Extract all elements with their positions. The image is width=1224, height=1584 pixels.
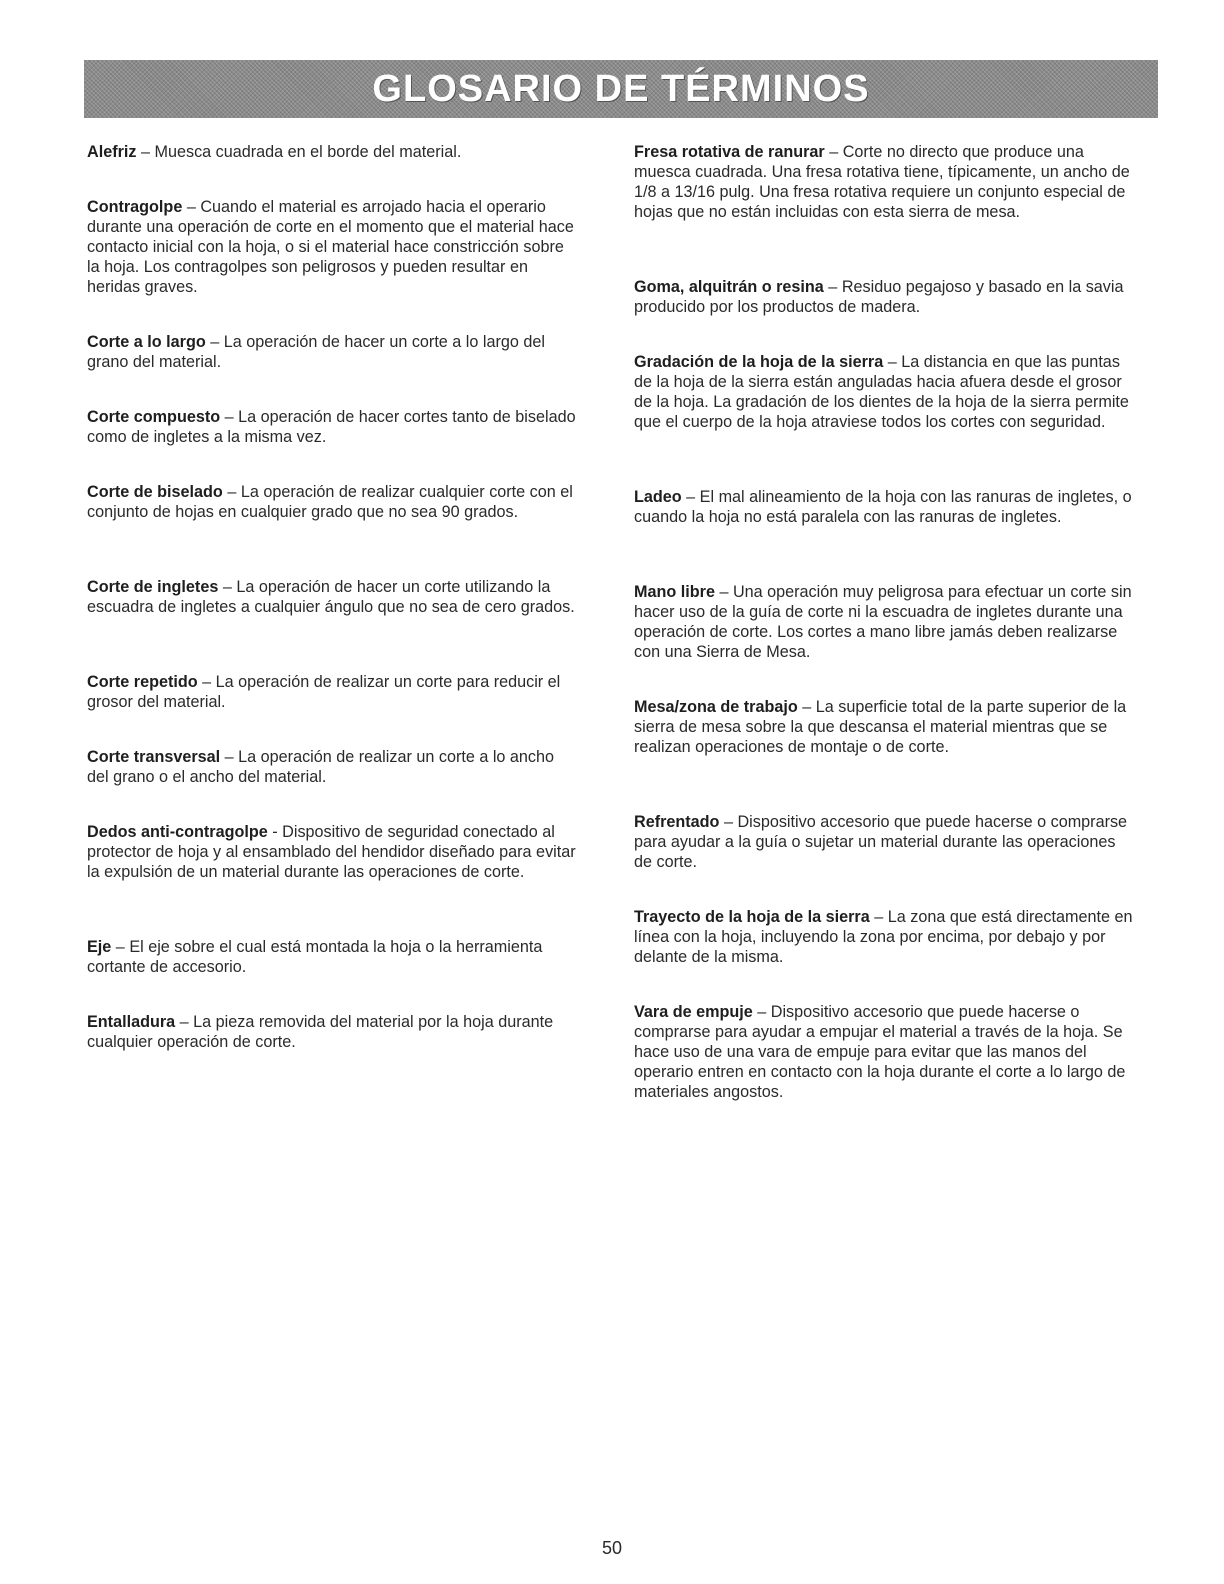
- glossary-definition: La zona que está directamente en línea con la hoja, incluyendo la zona por encima, por debajo y por delante de la misma.: [634, 908, 1133, 966]
- glossary-term: Mano libre: [634, 583, 715, 601]
- glossary-separator: –: [111, 938, 130, 956]
- glossary-entry-trayecto-hoja: [634, 907, 1134, 967]
- glossary-separator: –: [797, 698, 816, 716]
- glossary-separator: –: [205, 333, 224, 351]
- glossary-definition: Dispositivo de seguridad conectado al protector de hoja y al ensamblado del hendidor diseñado para evitar la expulsión de un material durante las operaciones de corte.: [87, 823, 576, 881]
- glossary-entry-entalladura: [87, 1012, 577, 1052]
- glossary-definition: Muesca cuadrada en el borde del material.: [154, 143, 462, 161]
- glossary-term: Trayecto de la hoja de la sierra: [634, 908, 870, 926]
- glossary-definition: La operación de hacer un corte utilizando la escuadra de ingletes a cualquier ángulo que no sea de cero grados.: [87, 578, 575, 616]
- page-number: 50: [601, 1538, 623, 1558]
- glossary-term: Eje: [87, 938, 112, 956]
- glossary-term: Corte compuesto: [87, 408, 221, 426]
- glossary-separator: –: [681, 488, 700, 506]
- glossary-term: Corte transversal: [87, 748, 221, 766]
- glossary-separator: –: [182, 198, 201, 216]
- glossary-entry-refrentado: [634, 812, 1134, 872]
- glossary-entry-ladeo: [634, 487, 1134, 527]
- glossary-definition: El eje sobre el cual está montada la hoja o la herramienta cortante de accesorio.: [87, 938, 543, 976]
- glossary-separator: –: [218, 578, 237, 596]
- glossary-term: Entalladura: [87, 1013, 176, 1031]
- glossary-term: Ladeo: [634, 488, 682, 506]
- glossary-title-banner: [84, 60, 1158, 118]
- glossary-entry-corte-repetido: [87, 672, 577, 712]
- glossary-term: Gradación de la hoja de la sierra: [634, 353, 884, 371]
- glossary-separator: –: [823, 278, 842, 296]
- glossary-entry-vara-de-empuje: [634, 1002, 1134, 1102]
- glossary-term: Dedos anti-contragolpe: [87, 823, 268, 841]
- glossary-entry-goma-alquitran-resina: [634, 277, 1134, 317]
- page-title: GLOSARIO DE TÉRMINOS: [372, 67, 870, 110]
- glossary-term: Corte de biselado: [87, 483, 223, 501]
- glossary-entry-corte-de-ingletes: [87, 577, 577, 617]
- glossary-term: Vara de empuje: [634, 1003, 753, 1021]
- glossary-definition: La operación de realizar un corte para reducir el grosor del material.: [87, 673, 561, 711]
- glossary-definition: La superficie total de la parte superior de la sierra de mesa sobre la que descansa el material mientras que se realizan operaciones de montaje o de corte.: [634, 698, 1127, 756]
- glossary-term: Corte a lo largo: [87, 333, 206, 351]
- glossary-term: Mesa/zona de trabajo: [634, 698, 798, 716]
- glossary-definition: Una operación muy peligrosa para efectuar un corte sin hacer uso de la guía de corte ni la escuadra de ingletes durante una operación de corte. Los cortes a mano libre jamás deben realizarse con una Sierra de Mesa.: [634, 583, 1132, 661]
- glossary-entry-mesa-zona-trabajo: [634, 697, 1134, 757]
- glossary-separator: –: [824, 143, 843, 161]
- glossary-entry-corte-compuesto: [87, 407, 577, 447]
- glossary-separator: –: [883, 353, 902, 371]
- glossary-separator: –: [197, 673, 216, 691]
- glossary-entry-fresa-rotativa: [634, 142, 1134, 222]
- glossary-entry-corte-de-biselado: [87, 482, 577, 522]
- glossary-entry-corte-transversal: [87, 747, 577, 787]
- glossary-separator: -: [267, 823, 283, 841]
- glossary-separator: –: [714, 583, 733, 601]
- glossary-term: Corte repetido: [87, 673, 198, 691]
- glossary-definition: El mal alineamiento de la hoja con las ranuras de ingletes, o cuando la hoja no está paralela con las ranuras de ingletes.: [634, 488, 1132, 526]
- glossary-term: Contragolpe: [87, 198, 183, 216]
- glossary-term: Fresa rotativa de ranurar: [634, 143, 825, 161]
- glossary-definition: Dispositivo accesorio que puede hacerse o comprarse para ayudar a la guía o sujetar un material durante las operaciones de corte.: [634, 813, 1128, 871]
- glossary-entry-dedos-anti-contragolpe: [87, 822, 577, 882]
- glossary-term: Alefriz: [87, 143, 137, 161]
- glossary-entry-eje: [87, 937, 577, 977]
- glossary-definition: La operación de realizar un corte a lo ancho del grano o el ancho del material.: [87, 748, 555, 786]
- glossary-definition: La operación de hacer un corte a lo largo del grano del material.: [87, 333, 546, 371]
- glossary-term: Refrentado: [634, 813, 720, 831]
- glossary-definition: Residuo pegajoso y basado en la savia producido por los productos de madera.: [634, 278, 1124, 316]
- glossary-definition: La operación de realizar cualquier corte con el conjunto de hojas en cualquier grado que no sea 90 grados.: [87, 483, 573, 521]
- glossary-entry-gradacion-hoja: [634, 352, 1134, 432]
- glossary-term: Corte de ingletes: [87, 578, 219, 596]
- glossary-entry-mano-libre: [634, 582, 1134, 662]
- glossary-term: Goma, alquitrán o resina: [634, 278, 824, 296]
- glossary-entry-contragolpe: [87, 197, 577, 297]
- glossary-separator: –: [752, 1003, 771, 1021]
- glossary-definition: Cuando el material es arrojado hacia el operario durante una operación de corte en el momento que el material hace contacto inicial con la hoja, o si el material hace constricción sobre la hoja. Los contragolpes son peligrosos y pueden resultar en heridas graves.: [87, 198, 574, 296]
- glossary-separator: –: [136, 143, 155, 161]
- glossary-separator: –: [220, 748, 239, 766]
- glossary-entry-alefriz: [87, 142, 577, 162]
- glossary-separator: –: [175, 1013, 194, 1031]
- glossary-entry-corte-a-lo-largo: [87, 332, 577, 372]
- glossary-separator: –: [869, 908, 888, 926]
- glossary-definition: La pieza removida del material por la hoja durante cualquier operación de corte.: [87, 1013, 554, 1051]
- glossary-definition: La distancia en que las puntas de la hoja de la sierra están anguladas hacia afuera desde el grosor de la hoja. La gradación de los dientes de la hoja de la sierra permite que el cuerpo de la hoja atraviese todos los cortes con seguridad.: [634, 353, 1129, 431]
- glossary-definition: La operación de hacer cortes tanto de biselado como de ingletes a la misma vez.: [87, 408, 576, 446]
- glossary-separator: –: [719, 813, 738, 831]
- glossary-definition: Dispositivo accesorio que puede hacerse o comprarse para ayudar a empujar el material a través de la hoja. Se hace uso de una vara de empuje para evitar que las manos del operario entren en contacto con la hoja durante el corte a lo largo de materiales angostos.: [634, 1003, 1126, 1101]
- glossary-separator: –: [220, 408, 239, 426]
- glossary-separator: –: [222, 483, 241, 501]
- glossary-definition: Corte no directo que produce una muesca cuadrada. Una fresa rotativa tiene, típicamente, un ancho de 1/8 a 13/16 pulg. Una fresa rotativa requiere un conjunto especial de hojas que no están incluidas con esta sierra de mesa.: [634, 143, 1130, 221]
